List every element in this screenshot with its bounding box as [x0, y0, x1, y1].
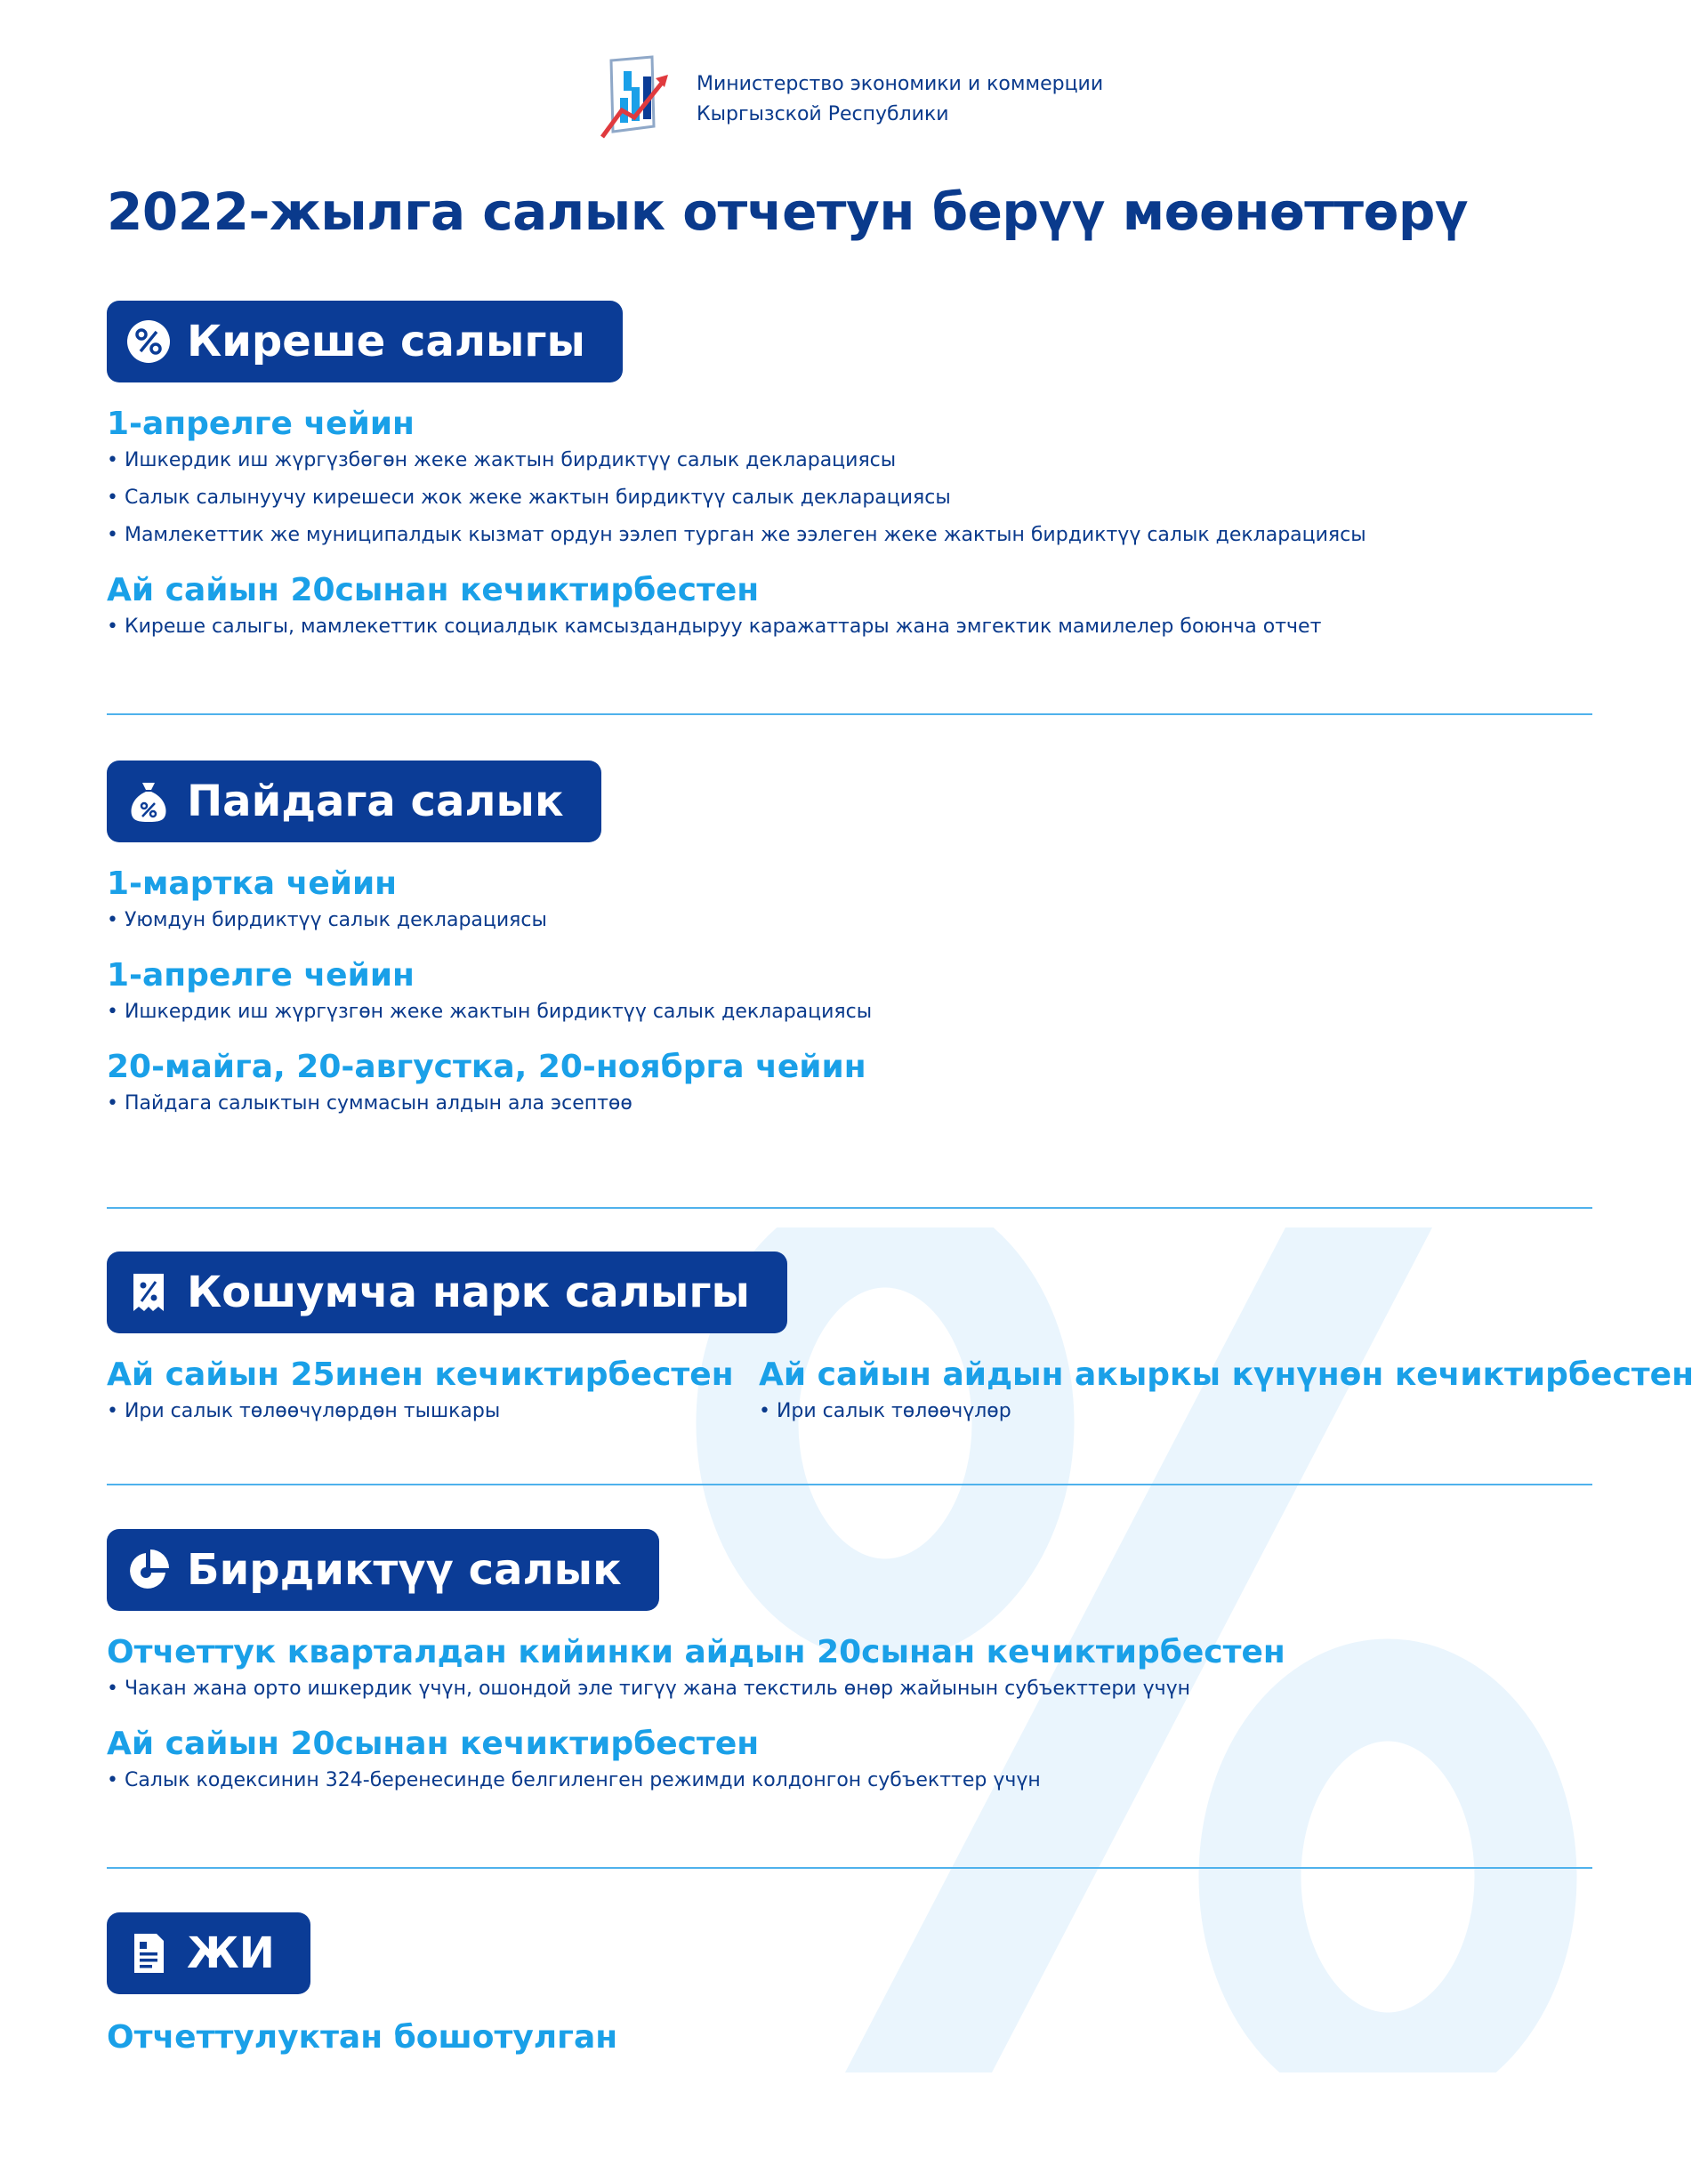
list-item: • Ишкердик иш жүргүзгөн жеке жактын бирдиктүү салык декларациясы — [107, 1001, 873, 1023]
deadline-heading: Ай сайын 25инен кечиктирбестен — [107, 1356, 734, 1393]
deadline-heading: Ай сайын 20сынан кечиктирбестен — [107, 1726, 760, 1762]
document-icon — [126, 1931, 171, 1976]
org-name-line1: Министерство экономики и коммерции — [697, 73, 1104, 95]
section-title: Киреше салыгы — [187, 317, 585, 366]
organization-name — [697, 69, 1103, 130]
section-ji — [107, 1912, 1592, 2056]
list-item: • Чакан жана орто ишкердик үчүн, ошондой эле тигүү жана текстиль өнөр жайынын субъекттери үчүн — [107, 1678, 1190, 1700]
money-bag-icon — [126, 779, 171, 824]
deadline-heading: Ай сайын айдын акыркы күнүнөн кечиктирбестен — [759, 1356, 1694, 1393]
list-item: • Ири салык төлөөчүлөрдөн тышкары — [107, 1400, 501, 1422]
page-title: 2022-жылга салык отчетун берүү мөөнөттөрү — [107, 181, 1469, 242]
section-header — [107, 301, 623, 382]
section-header — [107, 1252, 787, 1333]
section-income-tax — [107, 301, 1592, 646]
org-name-line2: Кыргызской Республики — [697, 103, 949, 125]
list-item: • Ишкердик иш жүргүзбөгөн жеке жактын бирдиктүү салык декларациясы — [107, 449, 897, 471]
percent-icon — [126, 319, 171, 364]
list-item: • Уюмдун бирдиктүү салык декларациясы — [107, 909, 547, 931]
deadline-heading: Отчеттук кварталдан кийинки айдын 20сынан кечиктирбестен — [107, 1634, 1285, 1670]
pie-chart-icon — [126, 1548, 171, 1592]
list-item: • Салык салынуучу кирешеси жок жеке жактын бирдиктүү салык декларациясы — [107, 487, 951, 509]
deadline-heading: Ай сайын 20сынан кечиктирбестен — [107, 572, 760, 608]
section-vat — [107, 1252, 1694, 1430]
header — [600, 55, 1103, 144]
section-header — [107, 761, 601, 842]
list-item: • Мамлекеттик же муниципалдык кызмат ордун ээлеп турган же ээлеген жеке жактын бирдиктүү салык декларациясы — [107, 524, 1366, 546]
list-item: • Пайдага салыктын суммасын алдын ала эсептөө — [107, 1092, 632, 1115]
section-profit-tax — [107, 761, 1592, 1123]
section-header — [107, 1912, 310, 1994]
section-title: Бирдиктүү салык — [187, 1545, 622, 1595]
deadline-heading: Отчеттулуктан бошотулган — [107, 2019, 618, 2056]
section-divider — [107, 1867, 1592, 1869]
deadline-heading: 1-апрелге чейин — [107, 406, 415, 442]
deadline-heading: 1-мартка чейин — [107, 865, 398, 902]
section-divider — [107, 1207, 1592, 1209]
ministry-logo-icon — [600, 55, 673, 144]
section-unified-tax — [107, 1529, 1592, 1799]
deadline-heading: 20-майга, 20-августка, 20-ноябрга чейин — [107, 1049, 866, 1085]
list-item: • Киреше салыгы, мамлекеттик социалдык камсыздандыруу каражаттары жана эмгектик мамилелер боюнча отчет — [107, 616, 1322, 638]
list-item: • Салык кодексинин 324-беренесинде белгиленген режимди колдонгон субъекттер үчүн — [107, 1769, 1041, 1791]
section-title: Кошумча нарк салыгы — [187, 1268, 750, 1317]
section-divider — [107, 713, 1592, 715]
section-header — [107, 1529, 659, 1611]
list-item: • Ири салык төлөөчүлөр — [759, 1400, 1011, 1422]
deadline-heading: 1-апрелге чейин — [107, 957, 415, 994]
section-title: Пайдага салык — [187, 777, 564, 826]
section-divider — [107, 1484, 1592, 1485]
section-title: ЖИ — [187, 1928, 275, 1978]
receipt-icon — [126, 1270, 171, 1315]
